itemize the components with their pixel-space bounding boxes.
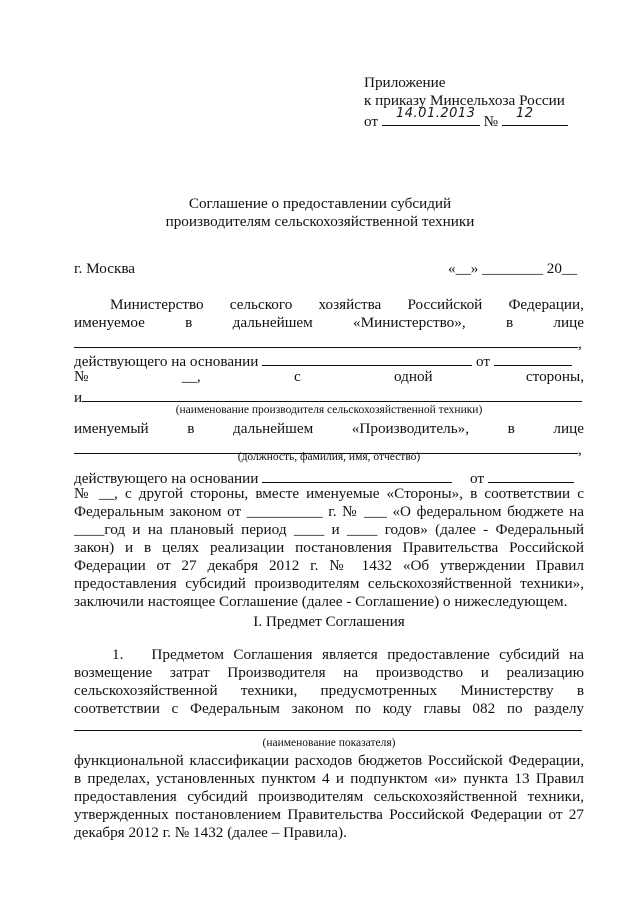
section1-line-3: сельскохозяйственной техники, предусмотренных Министерству в [74,682,584,699]
comma: , [578,441,582,458]
text: Предметом Соглашения является предоставление субсидий на [151,646,584,663]
word: Российской [407,296,483,313]
section1-line-8: утвержденных постановлением Правительства Российской Федерации от 27 [74,806,584,823]
number-sign: № [483,113,499,130]
appendix-line-2: к приказу Минсельхоза России [364,92,565,109]
item-number: 1. [112,646,124,663]
number-underline [502,110,568,126]
text: действующего на основании [74,353,259,370]
word: одной [393,368,433,385]
word: дальнейшем [233,420,314,437]
date-prefix: от [364,113,379,130]
handwritten-date: 14.01.2013 [396,106,476,121]
text: от [470,470,485,487]
caption-producer: (наименование производителя сельскохозяйственной техники) [175,404,483,416]
blank-indicator-line [74,715,582,736]
date-blank: «__» ________ 20__ [448,260,578,277]
para1-line-16: заключили настоящее Соглашение (далее - Соглашение) о нижеследующем. [74,593,568,610]
word: Федерации, [508,296,584,313]
para1-line-10: № __, с другой стороны, вместе именуемые «Стороны», в соответствии с [74,485,584,502]
para1-line-14: Федерации от 27 декабря 2012 г. № 1432 «Об утверждении Правил [74,557,584,574]
para1-line-13: закон) и в целях реализации постановления Правительства Российской [74,539,584,556]
word: № [74,368,89,385]
word: с [293,368,301,385]
blank-line [74,715,582,731]
word: __, [181,368,201,385]
text: от [476,353,491,370]
word: хозяйства [318,296,382,313]
word: в [187,420,195,437]
caption-indicator: (наименование показателя) [262,737,396,749]
word: сельского [229,296,293,313]
title-line-2: производителям сельскохозяйственной техники [165,213,475,230]
word: «Производитель», [351,420,470,437]
appendix-line-1: Приложение [364,74,446,91]
word: «Министерство», [353,314,466,331]
place: г. Москва [74,260,136,277]
word: Министерство [110,296,204,313]
blank-line [74,332,578,348]
blank-date [494,350,572,366]
blank-basis [262,350,472,366]
section1-line-4: соответствии с Федеральным законом по коду главы 082 по разделу [74,700,584,717]
word: лице [553,420,584,437]
word: в [507,420,515,437]
comma: , [578,335,582,352]
para1-line-12: ____год и на плановый период ____ и ____ годов» (далее - Федеральный [74,521,584,538]
text: действующего на основании [74,470,259,487]
section1-line-1 [112,646,584,664]
section1-line-7: предоставления субсидий производителям сельскохозяйственной техники, [74,788,584,805]
para1-line-5 [74,368,584,386]
section1-line-5: функциональной классификации расходов бюджетов Российской Федерации, [74,752,584,769]
word: в [505,314,514,331]
para1-line-15: предоставления субсидий производителям сельскохозяйственной техники», [74,575,584,592]
word: именуемое [74,314,145,331]
section1-line-2: возмещение затрат Производителя на производство и реализацию [74,664,584,681]
section1-line-6: в пределах, установленных пунктом 4 и подпунктом «и» пункта 13 Правил [74,770,584,787]
blank-line [82,386,582,402]
blank-basis [262,467,452,483]
word: стороны, [525,368,584,385]
word: именуемый [74,420,149,437]
para1-line-2 [74,314,584,332]
text: и [74,389,83,406]
word: дальнейшем [232,314,313,331]
para1-line-11: Федеральным законом от __________ г. № ___ «О федеральном бюджете на [74,503,584,520]
para1-line-1 [110,296,584,314]
section1-line-9: декабря 2012 г. № 1432 (далее – Правила). [74,824,347,841]
blank-date [488,467,574,483]
word: лице [553,314,584,331]
para1-line-7 [74,420,584,438]
handwritten-number: 12 [516,106,534,121]
caption-position: (должность, фамилия, имя, отчество) [237,451,421,463]
section-heading: I. Предмет Соглашения [253,613,405,630]
title-line-1: Соглашение о предоставлении субсидий [188,195,452,212]
word: в [185,314,193,331]
